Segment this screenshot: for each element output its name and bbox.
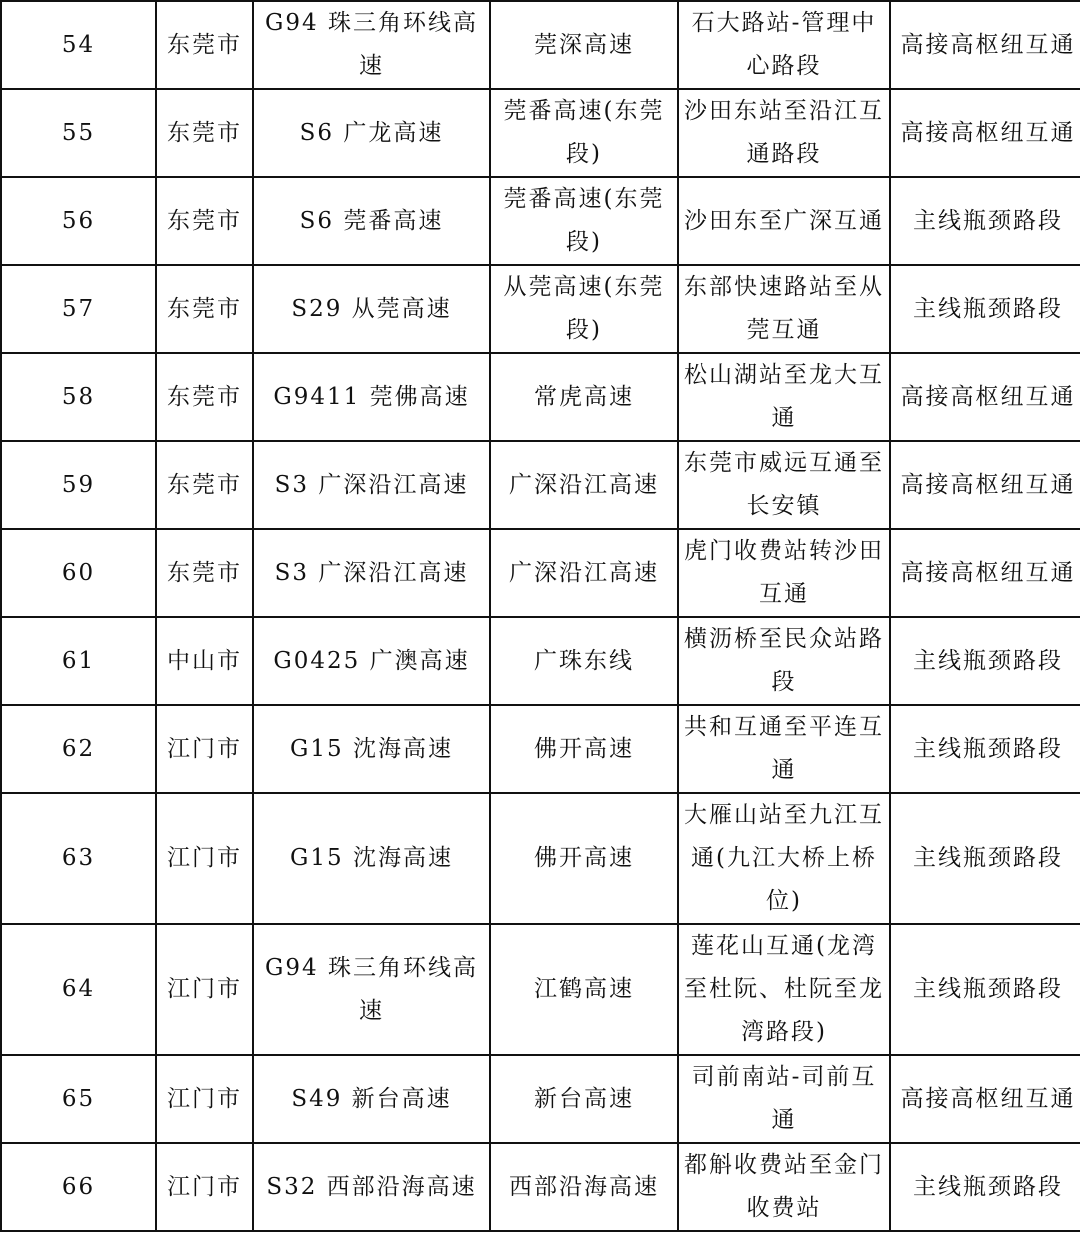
road-cell: G94 珠三角环线高速 [253,1,490,89]
road-cell: S32 西部沿海高速 [253,1143,490,1231]
location-cell: 沙田东至广深互通 [678,177,890,265]
section-cell: 广深沿江高速 [490,441,678,529]
section-cell: 广深沿江高速 [490,529,678,617]
type-cell: 主线瓶颈路段 [890,924,1080,1055]
road-cell: S49 新台高速 [253,1055,490,1143]
road-cell: S3 广深沿江高速 [253,441,490,529]
road-cell: G9411 莞佛高速 [253,353,490,441]
type-cell: 主线瓶颈路段 [890,705,1080,793]
city-cell: 中山市 [156,617,253,705]
table-row [1,1055,1080,1143]
section-cell: 佛开高速 [490,705,678,793]
location-cell: 莲花山互通(龙湾至杜阮、杜阮至龙湾路段) [678,924,890,1055]
table-row [1,793,1080,924]
type-cell: 主线瓶颈路段 [890,265,1080,353]
type-cell: 高接高枢纽互通 [890,529,1080,617]
section-cell: 江鹤高速 [490,924,678,1055]
road-cell: G0425 广澳高速 [253,617,490,705]
road-cell: G15 沈海高速 [253,705,490,793]
section-cell: 从莞高速(东莞段) [490,265,678,353]
city-cell: 江门市 [156,793,253,924]
city-cell: 东莞市 [156,177,253,265]
section-cell: 莞番高速(东莞段) [490,89,678,177]
table-row [1,1,1080,89]
table-row [1,177,1080,265]
table-row [1,705,1080,793]
table-row [1,353,1080,441]
location-cell: 东莞市威远互通至长安镇 [678,441,890,529]
city-cell: 江门市 [156,705,253,793]
city-cell: 东莞市 [156,1,253,89]
city-cell: 东莞市 [156,89,253,177]
section-cell: 西部沿海高速 [490,1143,678,1231]
type-cell: 高接高枢纽互通 [890,1055,1080,1143]
row-number: 65 [1,1055,156,1143]
row-number: 58 [1,353,156,441]
location-cell: 司前南站-司前互通 [678,1055,890,1143]
row-number: 66 [1,1143,156,1231]
row-number: 56 [1,177,156,265]
type-cell: 主线瓶颈路段 [890,793,1080,924]
road-cell: S29 从莞高速 [253,265,490,353]
section-cell: 广珠东线 [490,617,678,705]
table-row [1,1143,1080,1231]
row-number: 54 [1,1,156,89]
type-cell: 高接高枢纽互通 [890,353,1080,441]
city-cell: 江门市 [156,1055,253,1143]
type-cell: 高接高枢纽互通 [890,1,1080,89]
table-row [1,89,1080,177]
row-number: 55 [1,89,156,177]
location-cell: 沙田东站至沿江互通路段 [678,89,890,177]
section-cell: 莞番高速(东莞段) [490,177,678,265]
row-number: 62 [1,705,156,793]
section-cell: 莞深高速 [490,1,678,89]
road-cell: G15 沈海高速 [253,793,490,924]
row-number: 61 [1,617,156,705]
road-cell: S6 广龙高速 [253,89,490,177]
road-cell: S6 莞番高速 [253,177,490,265]
table-row [1,441,1080,529]
type-cell: 高接高枢纽互通 [890,89,1080,177]
city-cell: 江门市 [156,924,253,1055]
location-cell: 虎门收费站转沙田互通 [678,529,890,617]
section-cell: 佛开高速 [490,793,678,924]
location-cell: 都斛收费站至金门收费站 [678,1143,890,1231]
row-number: 63 [1,793,156,924]
table-row [1,265,1080,353]
location-cell: 共和互通至平连互通 [678,705,890,793]
type-cell: 高接高枢纽互通 [890,441,1080,529]
row-number: 57 [1,265,156,353]
city-cell: 东莞市 [156,441,253,529]
location-cell: 横沥桥至民众站路段 [678,617,890,705]
location-cell: 东部快速路站至从莞互通 [678,265,890,353]
table-row [1,617,1080,705]
city-cell: 江门市 [156,1143,253,1231]
section-cell: 常虎高速 [490,353,678,441]
type-cell: 主线瓶颈路段 [890,1143,1080,1231]
row-number: 64 [1,924,156,1055]
road-cell: G94 珠三角环线高速 [253,924,490,1055]
section-cell: 新台高速 [490,1055,678,1143]
row-number: 59 [1,441,156,529]
type-cell: 主线瓶颈路段 [890,177,1080,265]
location-cell: 石大路站-管理中心路段 [678,1,890,89]
location-cell: 大雁山站至九江互通(九江大桥上桥位) [678,793,890,924]
row-number: 60 [1,529,156,617]
type-cell: 主线瓶颈路段 [890,617,1080,705]
table-row [1,924,1080,1055]
road-cell: S3 广深沿江高速 [253,529,490,617]
city-cell: 东莞市 [156,529,253,617]
city-cell: 东莞市 [156,265,253,353]
city-cell: 东莞市 [156,353,253,441]
table-row [1,529,1080,617]
location-cell: 松山湖站至龙大互通 [678,353,890,441]
